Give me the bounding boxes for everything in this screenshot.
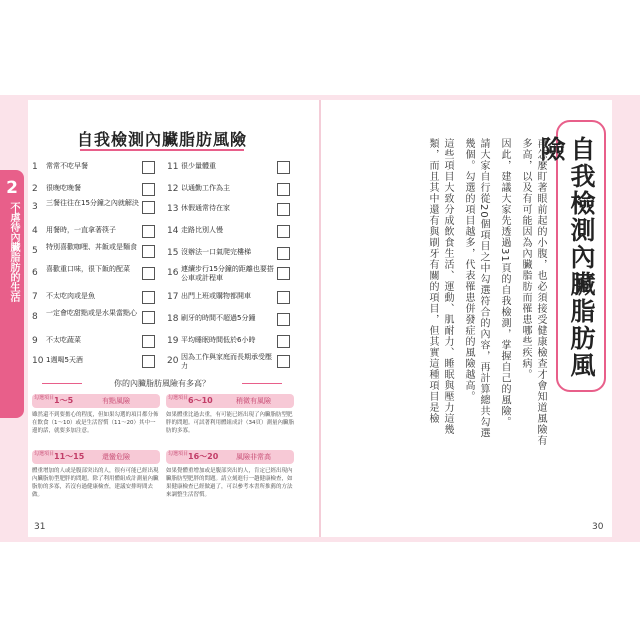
- item-text: 出門上班或購物都開車: [181, 292, 251, 300]
- page-number-left: 31: [34, 522, 46, 532]
- checklist-item: [167, 311, 292, 331]
- checkbox[interactable]: [277, 291, 290, 304]
- risk-range: 1～5: [54, 396, 74, 405]
- checklist-item: [167, 333, 292, 353]
- title-underline: [80, 149, 244, 151]
- checklist-item: [32, 159, 157, 179]
- item-text: 連續步行15分鐘的距離也要搭公車或計程車: [181, 265, 274, 282]
- risk-level-bar: [32, 394, 160, 408]
- checklist-item: [32, 265, 157, 285]
- checklist-item: [167, 265, 292, 285]
- item-text: 沒辦法一口氣爬完樓梯: [181, 248, 251, 256]
- checkbox[interactable]: [277, 355, 290, 368]
- risk-level-box: [166, 450, 294, 502]
- checklist-item: [32, 353, 157, 373]
- risk-range: 11～15: [54, 452, 85, 461]
- page-gutter: [319, 100, 321, 537]
- risk-level-label: 有點風險: [102, 397, 130, 405]
- risk-description: 雖然還不到要擔心的程度，但如果勾選的項目都分佈在飲食（1～10）或是生活習慣（11～20）其中一邊的話，就要多加注意。: [32, 412, 159, 434]
- risk-description: 體重增加的人或是腹部突出的人，很有可能已經出現內臟脂肪型肥胖的問題。除了利用體組成計測量內臟脂肪的多寡，若沒有過健康檢查，建議安排時間去做。: [32, 468, 159, 498]
- checkbox[interactable]: [277, 247, 290, 260]
- item-number: 6: [32, 268, 38, 278]
- checklist-item: [32, 289, 157, 309]
- risk-level-label: 稍微有風險: [236, 397, 271, 405]
- chapter-title: 不虐待內臟脂肪的生活: [8, 202, 19, 302]
- checklist-item: [167, 289, 292, 309]
- checkbox[interactable]: [142, 183, 155, 196]
- risk-tag: 勾選項目: [168, 451, 189, 457]
- item-number: 13: [167, 204, 179, 214]
- item-number: 10: [32, 356, 44, 366]
- item-number: 15: [167, 248, 179, 258]
- item-text: 因為工作與家庭而長期承受壓力: [181, 353, 272, 370]
- item-text: 平均睡眠時間低於6小時: [181, 336, 256, 344]
- item-text: 刷牙的時間不超過5分鐘: [181, 314, 256, 322]
- checklist-item: [32, 199, 157, 219]
- checkbox[interactable]: [277, 225, 290, 238]
- chapter-tab: [0, 170, 24, 418]
- risk-tag: 勾選項目: [34, 395, 55, 401]
- item-number: 1: [32, 162, 38, 172]
- item-text: 走路比別人慢: [181, 226, 223, 234]
- item-text: 用餐時，一直拿著筷子: [46, 226, 116, 234]
- item-text: 一定會吃甜點或是水果當點心: [46, 309, 137, 317]
- checklist-item: [167, 181, 292, 201]
- chapter-number: 2: [6, 178, 18, 198]
- item-text: 以通勤工作為主: [181, 184, 230, 192]
- risk-description: 如果體重比過去重，有可能已經出現了內臟脂肪型肥胖的問題。可試著利用體組成計（34頁）測量內臟脂肪的多寡。: [166, 412, 295, 434]
- checkbox[interactable]: [277, 203, 290, 216]
- body-paragraph: 再怎麼盯著眼前起的小腹，也必須接受健康檢查才會知道風險有多高，以及有可能因為內臟脂肪而罹患哪些疾病。: [520, 138, 546, 446]
- checklist-item: [32, 243, 157, 263]
- page-title: 自我檢測內臟脂肪風險: [537, 136, 596, 379]
- item-text: 不太吃蔬菜: [46, 336, 81, 344]
- risk-tag: 勾選項目: [34, 451, 55, 457]
- item-text: 1週喝5天酒: [46, 356, 83, 364]
- item-text: 很少量體重: [181, 162, 216, 170]
- risk-level-label: 風險非常高: [236, 453, 271, 461]
- checklist-item: [167, 245, 292, 265]
- checkbox[interactable]: [142, 161, 155, 174]
- checkbox[interactable]: [142, 245, 155, 258]
- checklist-item: [167, 159, 292, 179]
- risk-level-box: [32, 394, 160, 446]
- item-number: 12: [167, 184, 179, 194]
- checklist-item: [32, 309, 157, 329]
- item-number: 19: [167, 336, 179, 346]
- risk-level-box: [32, 450, 160, 502]
- risk-description: 如果覺體重增加或是腹部突出的人，肯定已經出現內臟脂肪型肥胖的問題。請立刻進行一趟健康檢查，如果健康檢查已經做過了，可以參考本書所推薦的方法來調整生活習慣。: [166, 468, 293, 498]
- checkbox[interactable]: [277, 183, 290, 196]
- risk-level-bar: [32, 450, 160, 464]
- checkbox[interactable]: [277, 161, 290, 174]
- item-text: 三餐往往在15分鐘之內就解決: [46, 199, 139, 207]
- item-number: 2: [32, 184, 38, 194]
- checkbox[interactable]: [277, 267, 290, 280]
- checkbox[interactable]: [142, 225, 155, 238]
- risk-tag: 勾選項目: [168, 395, 189, 401]
- checklist-item: [167, 223, 292, 243]
- item-number: 4: [32, 226, 38, 236]
- checklist-item: [167, 353, 292, 373]
- item-number: 9: [32, 336, 38, 346]
- checklist-item: [167, 201, 292, 221]
- checkbox[interactable]: [277, 313, 290, 326]
- checkbox[interactable]: [142, 201, 155, 214]
- checklist-item: [32, 223, 157, 243]
- body-paragraph: 這些項目大致分成飲食生活、運動、肌耐力、睡眠與壓力這幾類，而且其中還有與刷牙有關的項目，但其實這種項目是檢: [427, 138, 453, 435]
- item-text: 休假通常待在家: [181, 204, 230, 212]
- body-paragraph: 請大家自行從20個項目之中勾選符合的內容，再計算總共勾選幾個。勾選的項目越多，代表罹患併發症的風險越高。: [463, 138, 489, 439]
- item-number: 5: [32, 246, 38, 256]
- risk-level-box: [166, 394, 294, 446]
- risk-level-label: 還蠻危險: [102, 453, 130, 461]
- risk-heading: 你的內臟脂肪風險有多高？: [32, 378, 292, 389]
- body-paragraph: 因此，建議大家先透過31頁的自我檢測，掌握自己的風險。: [499, 138, 510, 428]
- item-text: 常常不吃早餐: [46, 162, 88, 170]
- item-number: 8: [32, 312, 38, 322]
- checkbox[interactable]: [142, 355, 155, 368]
- item-text: 喜歡重口味，很下飯的配菜: [46, 265, 130, 273]
- item-number: 11: [167, 162, 179, 172]
- item-number: 20: [167, 356, 179, 366]
- checkbox[interactable]: [277, 335, 290, 348]
- self-check-card: [32, 127, 292, 370]
- checklist-title: 自我檢測內臟脂肪風險: [76, 130, 247, 149]
- risk-range: 6～10: [188, 396, 213, 405]
- risk-level-bar: [166, 394, 294, 408]
- item-text: 很晚吃晚餐: [46, 184, 81, 192]
- risk-range: 16～20: [188, 452, 219, 461]
- item-number: 17: [167, 292, 179, 302]
- item-number: 18: [167, 314, 179, 324]
- item-text: 不太吃肉或是魚: [46, 292, 95, 300]
- item-text: 特別喜歡咖哩、丼飯或是麵食: [46, 243, 137, 251]
- checkbox[interactable]: [142, 291, 155, 304]
- checkbox[interactable]: [142, 335, 155, 348]
- item-number: 14: [167, 226, 179, 236]
- body-text-upper: [322, 138, 548, 448]
- page-number-right: 30: [592, 522, 604, 532]
- item-number: 3: [32, 202, 38, 212]
- risk-level-bar: [166, 450, 294, 464]
- checkbox[interactable]: [142, 311, 155, 324]
- item-number: 7: [32, 292, 38, 302]
- vertical-title-frame: [537, 120, 606, 392]
- checkbox[interactable]: [142, 267, 155, 280]
- item-number: 16: [167, 268, 179, 278]
- checklist-item: [32, 181, 157, 201]
- checklist-item: [32, 333, 157, 353]
